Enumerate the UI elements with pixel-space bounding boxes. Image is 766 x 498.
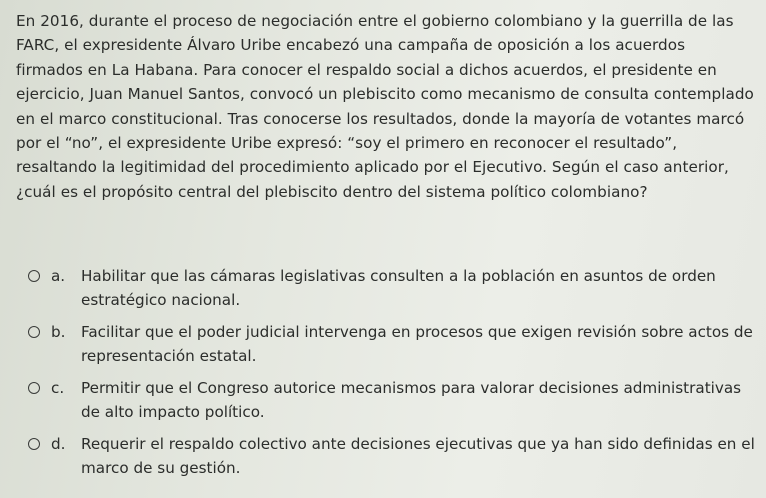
question-text: En 2016, durante el proceso de negociación entre el gobierno colombiano y la guerrilla de las FARC, el expresidente Álvaro Uribe encabezó una campaña de oposición a los acuerdos firmados en La Habana. Para conocer el respaldo social a dichos acuerdos, el presidente en ejercicio, Juan Manuel Santos, convocó un plebiscito como mecanismo de consulta contemplado en el marco constitucional. Tras conocerse los resultados, donde la mayoría de votantes marcó por el “no”, el expresidente Uribe expresó: “soy el primero en reconocer el resultado”, resaltando la legitimidad del procedimiento aplicado por el Ejecutivo. Según el caso anterior, ¿cuál es el propósito central del plebiscito dentro del sistema político colombiano? — [16, 12, 754, 201]
radio-button-icon[interactable] — [28, 270, 40, 282]
option-text: Habilitar que las cámaras legislativas consulten a la población en asuntos de orden estratégico nacional. — [81, 267, 716, 310]
option-letter: a. — [51, 267, 66, 285]
option-d[interactable] — [28, 432, 758, 488]
answer-options — [28, 264, 758, 488]
option-letter: c. — [51, 379, 65, 397]
option-letter: d. — [51, 435, 66, 453]
option-text: Permitir que el Congreso autorice mecanismos para valorar decisiones administrativas de alto impacto político. — [81, 379, 742, 422]
option-a[interactable] — [28, 264, 758, 320]
option-letter: b. — [51, 323, 66, 341]
option-text: Facilitar que el poder judicial intervenga en procesos que exigen revisión sobre actos de representación estatal. — [81, 323, 753, 366]
radio-button-icon[interactable] — [28, 326, 40, 338]
option-b[interactable] — [28, 320, 758, 376]
option-text: Requerir el respaldo colectivo ante decisiones ejecutivas que ya han sido definidas en el marco de su gestión. — [81, 435, 755, 478]
option-c[interactable] — [28, 376, 758, 432]
radio-button-icon[interactable] — [28, 438, 40, 450]
radio-button-icon[interactable] — [28, 382, 40, 394]
